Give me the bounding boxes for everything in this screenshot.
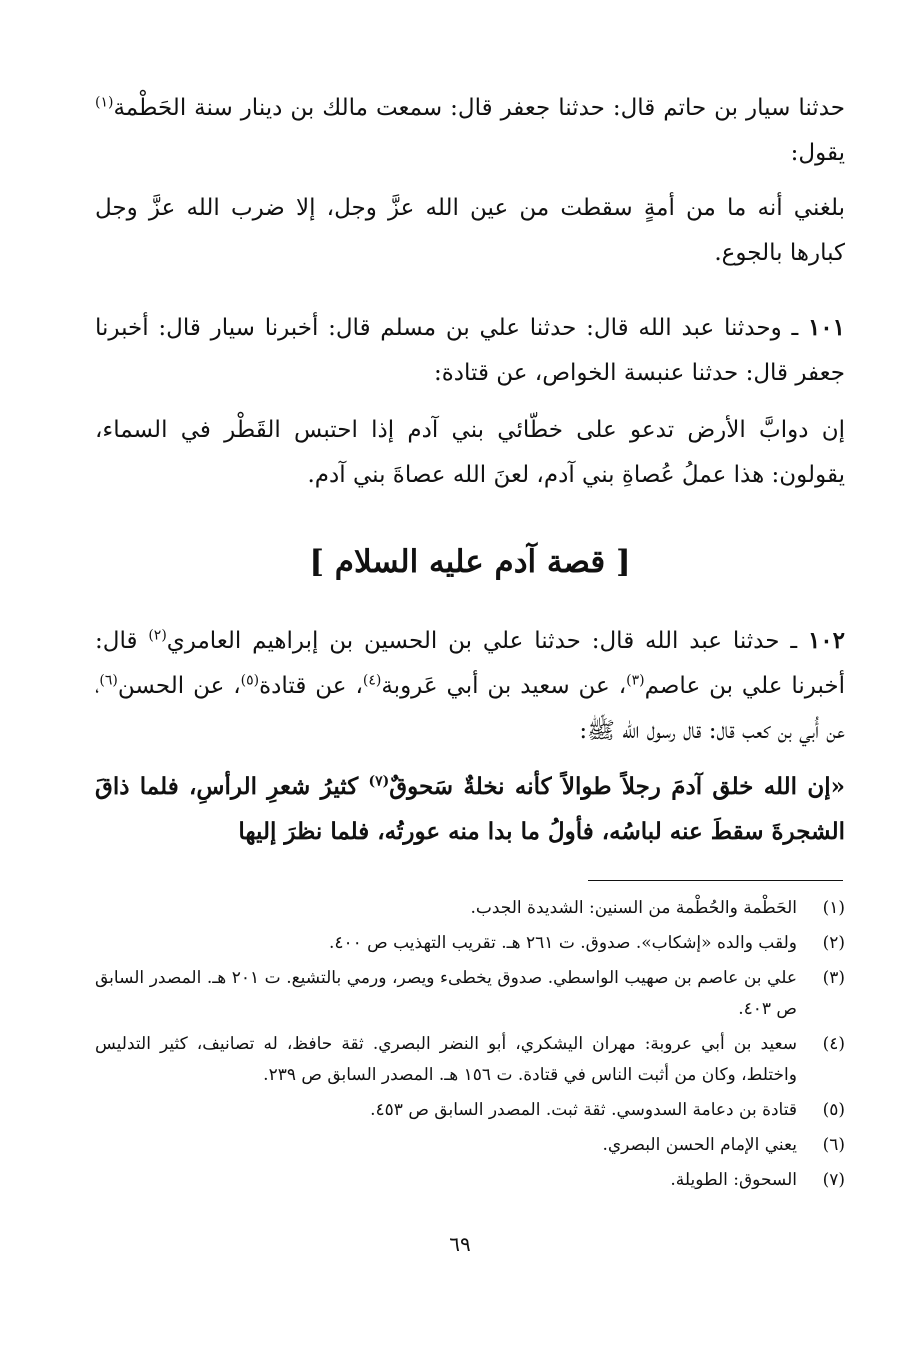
footnote-2 — [95, 928, 845, 959]
paragraph-1 — [95, 86, 845, 176]
footnote-text: علي بن عاصم بن صهيب الواسطي. صدوق يخطىء ويصر، ورمي بالتشيع. ت ٢٠١ هـ. المصدر السابق ص ٤٠٣. — [95, 968, 797, 1019]
footnote-number: (٤) — [822, 1034, 845, 1054]
section-heading: [ قصة آدم عليه السلام ] — [309, 544, 631, 580]
footnote-number: (١) — [822, 898, 845, 918]
footnote-text: سعيد بن أبي عروبة: مهران اليشكري، أبو النضر البصري. ثقة حافظ، له تصانيف، كثير التدليس واختلط، وكان من أثبت الناس في قتادة. ت ١٥٦ هـ. المصدر السابق ص ٢٣٩. — [95, 1034, 797, 1085]
hadith-number-102: ١٠٢ — [807, 627, 845, 654]
hadith-102-text-5: ، عن الحسن — [117, 673, 241, 699]
hadith-101-text: ـ وحدثنا عبد الله قال: حدثنا علي بن مسلم قال: أخبرنا سيار قال: أخبرنا جعفر قال: حدثنا عنبسة الخواص، عن قتادة: — [95, 315, 845, 386]
hadith-102-text-6: ، عن أُبي بن كعب قال: قال رسول الله ﷺ: — [95, 673, 845, 744]
footnote-7 — [95, 1165, 845, 1196]
footnote-5 — [95, 1095, 845, 1126]
footnotes-list — [95, 893, 845, 1200]
hadith-102-text-3: ، عن سعيد بن أبي عَروبة — [381, 673, 627, 699]
footnote-ref-3[interactable]: (٣) — [626, 672, 645, 689]
footnote-text: قتادة بن دعامة السدوسي. ثقة ثبت. المصدر السابق ص ٤٥٣. — [370, 1100, 797, 1120]
hadith-102 — [95, 618, 845, 754]
hadith-quote-text-1: «إن الله خلق آدمَ رجلاً طوالاً كأنه نخلةٌ سَحوقٌ — [389, 773, 845, 800]
footnote-number: (٦) — [822, 1135, 845, 1155]
footnote-text: الحَطْمة والحُطْمة من السنين: الشديدة الجدب. — [470, 898, 797, 918]
footnote-6 — [95, 1130, 845, 1161]
footnote-text: ولقب والده «إشكاب». صدوق. ت ٢٦١ هـ. تقريب التهذيب ص ٤٠٠. — [328, 933, 797, 953]
footnote-number: (٣) — [822, 968, 845, 988]
footnote-text: السحوق: الطويلة. — [670, 1170, 797, 1190]
hadith-102-text-1: ـ حدثنا عبد الله قال: حدثنا علي بن الحسين بن إبراهيم العامري — [166, 628, 808, 654]
hadith-quote-text-2: كثيرُ شعرِ الرأسِ، فلما ذاقَ الشجرةَ سقطَ عنه لباسُه، فأولُ ما بدا منه عورتُه، فلما نظرَ إليها — [95, 773, 845, 845]
paragraph-2: بلغني أنه ما من أمةٍ سقطت من عين الله عزَّ وجل، إلا ضرب الله عزَّ وجل كبارها بالجوع. — [95, 195, 845, 266]
footnote-text: يعني الإمام الحسن البصري. — [602, 1135, 797, 1155]
footnote-ref-6[interactable]: (٦) — [99, 672, 118, 689]
hadith-quote — [95, 764, 845, 854]
footnote-ref-1[interactable]: (١) — [95, 94, 114, 111]
footnote-number: (٥) — [822, 1100, 845, 1120]
hadith-102-text-4: ، عن قتادة — [259, 673, 363, 699]
footnote-ref-7[interactable]: (٧) — [368, 773, 390, 790]
hadith-102-text-2: قال: أخبرنا علي بن عاصم — [95, 628, 845, 699]
footnote-3 — [95, 963, 845, 1025]
footnote-1 — [95, 893, 845, 924]
paragraph-1-text: حدثنا سيار بن حاتم قال: حدثنا جعفر قال: سمعت مالك بن دينار سنة الحَطْمة — [113, 95, 845, 121]
hadith-number-101: ١٠١ — [807, 314, 845, 341]
footnote-ref-4[interactable]: (٤) — [362, 672, 382, 689]
footnote-number: (٧) — [822, 1170, 845, 1190]
footnote-ref-5[interactable]: (٥) — [240, 672, 260, 689]
footnote-number: (٢) — [822, 933, 845, 953]
paragraph-1-end: يقول: — [790, 140, 845, 166]
footnote-divider — [588, 880, 843, 881]
hadith-101 — [95, 305, 845, 396]
paragraph-4: إن دوابَّ الأرض تدعو على خطّائي بني آدم إذا احتبس القَطْر في السماء، يقولون: هذا عملُ عُصاةِ بني آدم، لعنَ الله عصاةَ بني آدم. — [95, 417, 845, 488]
page-number: ٦٩ — [449, 1232, 471, 1256]
footnote-ref-2[interactable]: (٢) — [148, 627, 167, 644]
footnote-4 — [95, 1029, 845, 1091]
